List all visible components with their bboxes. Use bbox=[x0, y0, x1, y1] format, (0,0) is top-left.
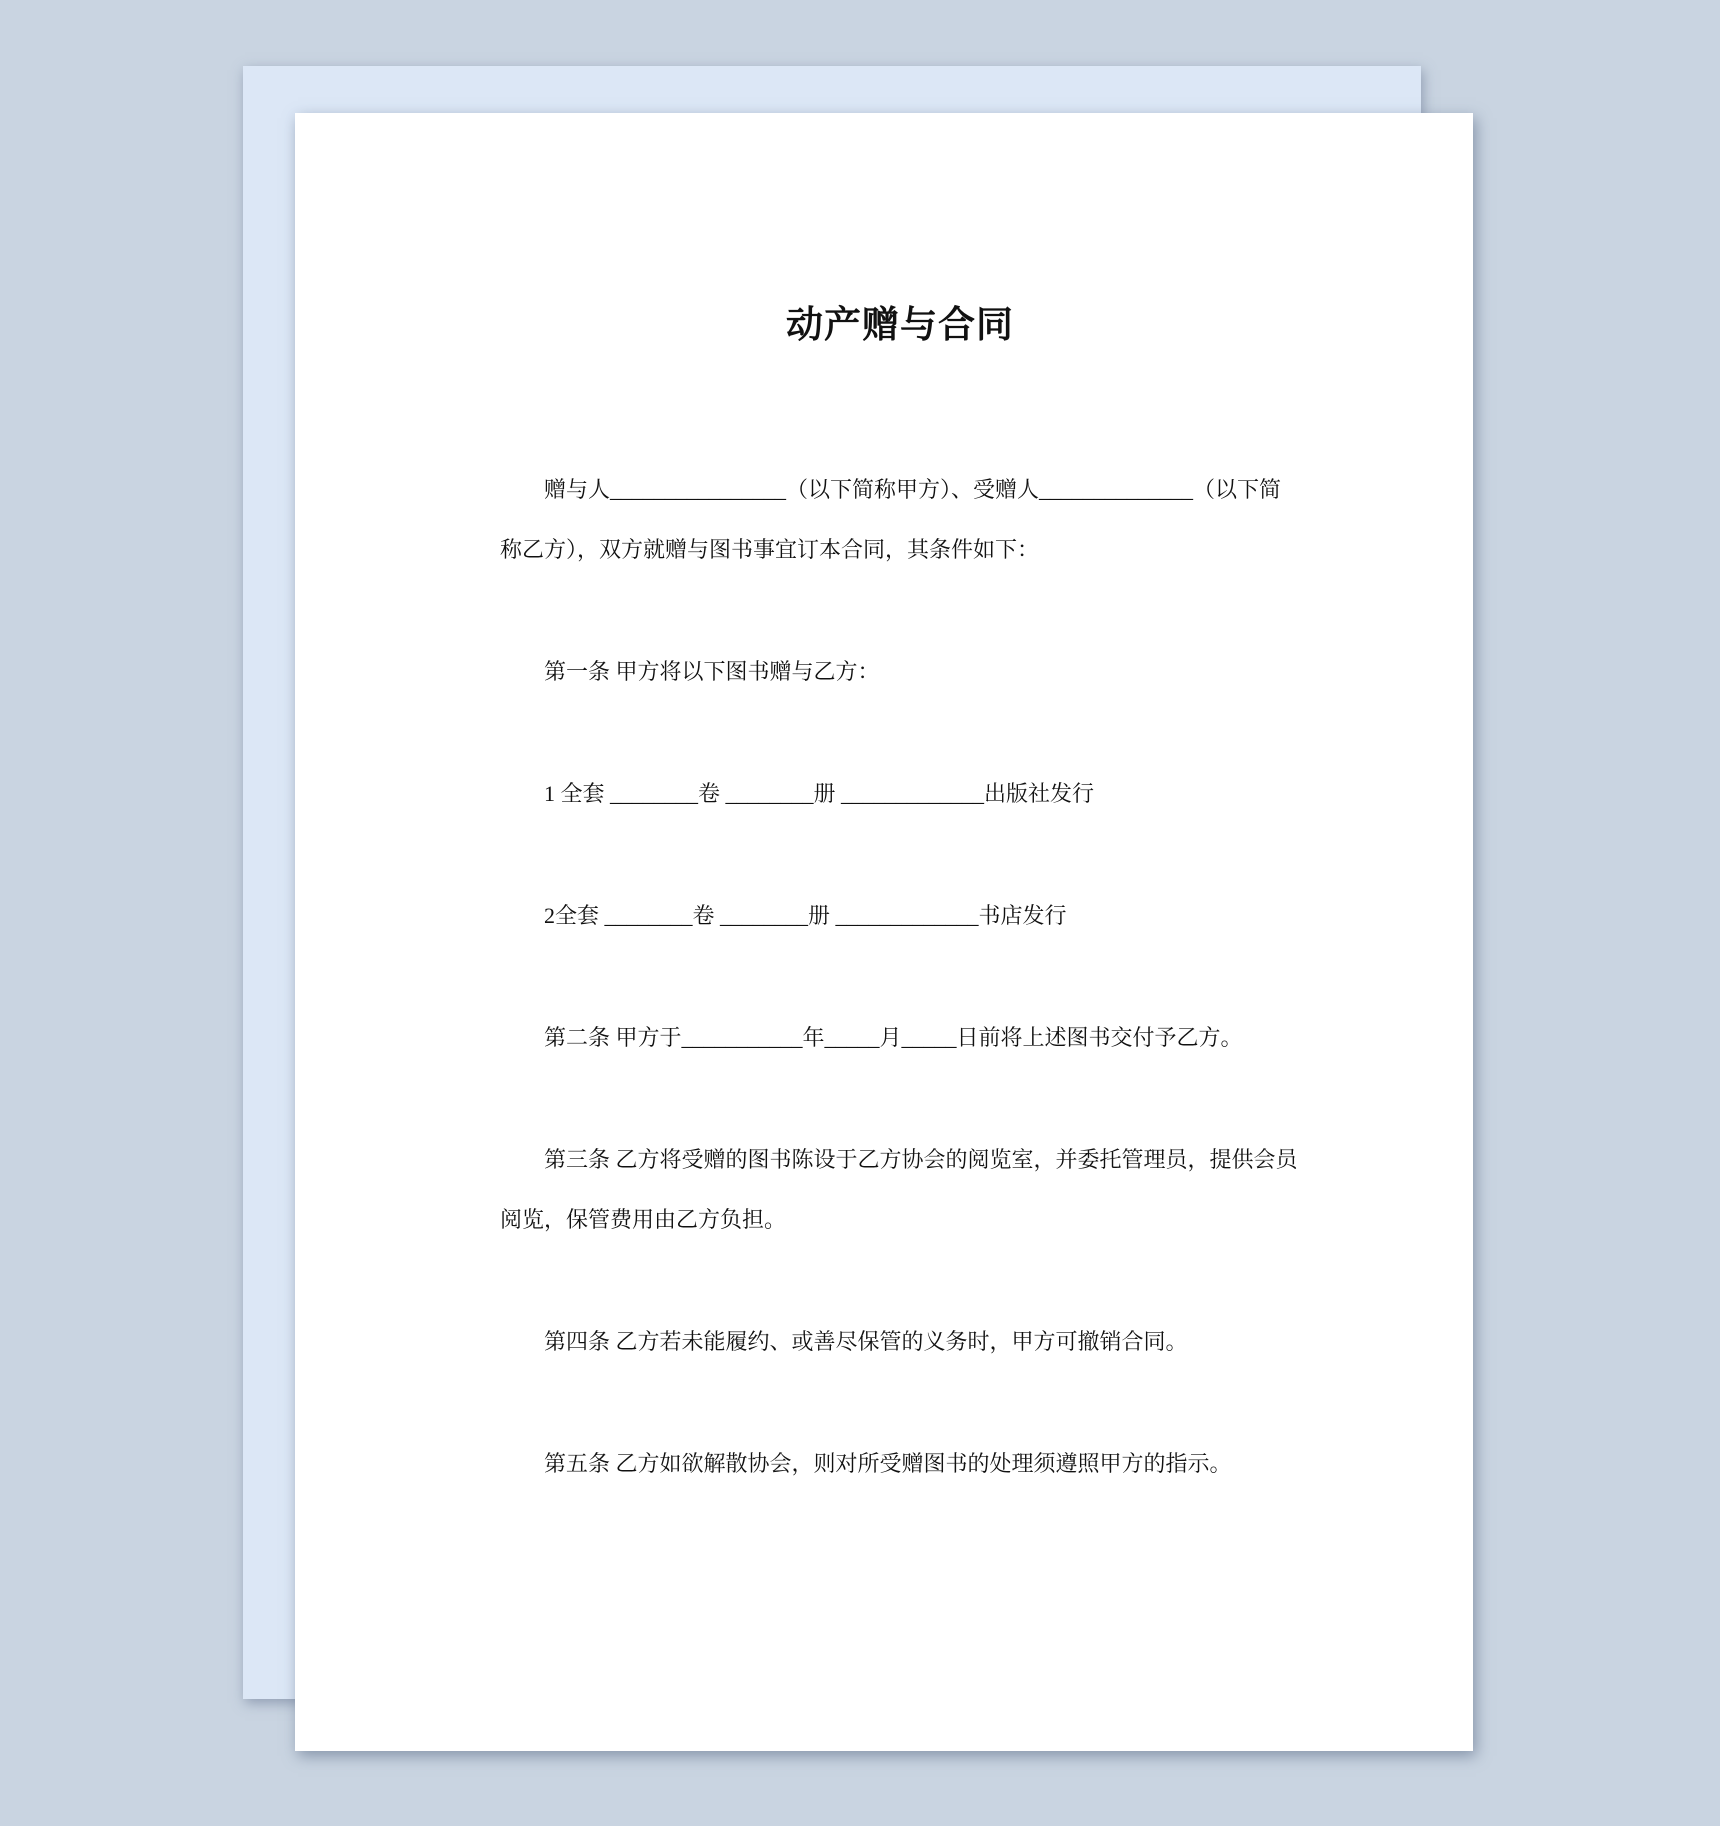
document-title-text: 动产赠与合同 bbox=[786, 304, 1014, 345]
article-3-paragraph: 第三条 乙方将受赠的图书陈设于乙方协会的阅览室，并委托管理员，提供会员阅览，保管费用由乙方负担。 bbox=[500, 1147, 1298, 1232]
intro-paragraph: 赠与人________________（以下简称甲方）、受赠人______________（以下简称乙方），双方就赠与图书事宜订本合同，其条件如下： bbox=[500, 477, 1282, 562]
article-4-paragraph: 第四条 乙方若未能履约、或善尽保管的义务时，甲方可撤销合同。 bbox=[544, 1329, 1188, 1354]
book-item-2-line: 2全套 ________卷 ________册 _____________书店发行 bbox=[544, 903, 1067, 928]
book-item-1-line: 1 全套 ________卷 ________册 _____________出版社发行 bbox=[544, 781, 1095, 806]
document-title bbox=[500, 298, 1300, 352]
contract-page bbox=[295, 113, 1473, 1751]
article-5-paragraph: 第五条 乙方如欲解散协会，则对所受赠图书的处理须遵照甲方的指示。 bbox=[544, 1451, 1232, 1476]
article-2-paragraph: 第二条 甲方于___________年_____月_____日前将上述图书交付予乙方。 bbox=[544, 1025, 1243, 1050]
article-1-paragraph: 第一条 甲方将以下图书赠与乙方： bbox=[544, 659, 880, 684]
